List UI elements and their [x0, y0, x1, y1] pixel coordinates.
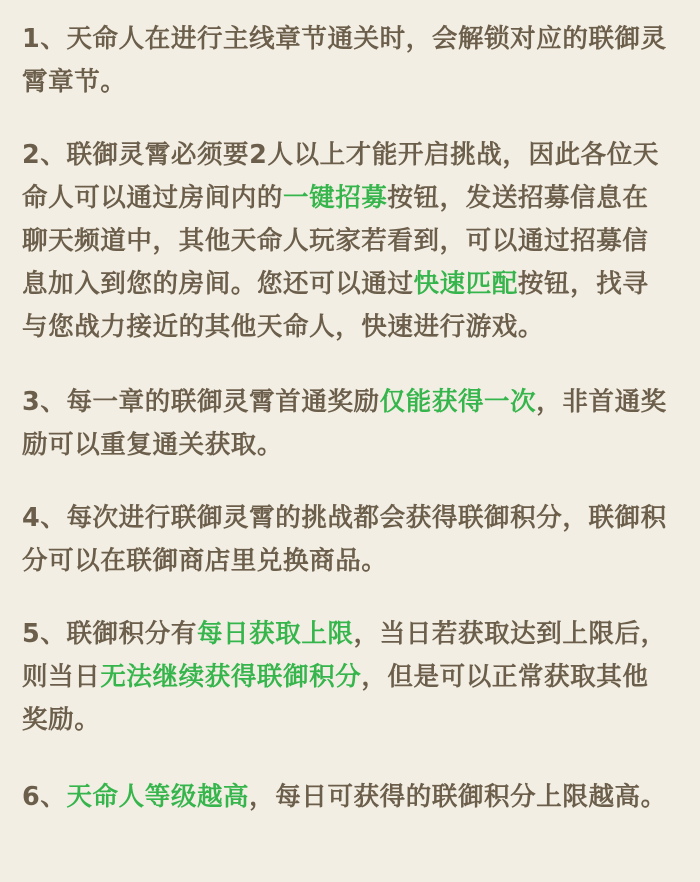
body-text: 3、每一章的联御灵霄首通奖励	[22, 387, 380, 417]
rule-paragraph-4	[22, 497, 674, 583]
highlighted-term: 无法继续获得联御积分	[100, 662, 362, 692]
body-text: 5、联御积分有	[22, 619, 197, 649]
rule-paragraph-2	[22, 134, 674, 349]
rule-paragraph-1	[22, 18, 674, 104]
rules-paragraph-list	[22, 18, 674, 819]
body-text: 1、天命人在进行主线章节通关时，会解锁对应的联御灵霄章节。	[22, 24, 667, 97]
body-text: 按钮，发送招募信息在聊天频道中，其他天命人玩家若看到，可以通过招募信息加入到您的房间。您还可以通过	[22, 183, 649, 299]
highlighted-term: 一键招募	[283, 183, 388, 213]
body-text: 4、每次进行联御灵霄的挑战都会获得联御积分，联御积分可以在联御商店里兑换商品。	[22, 503, 667, 576]
highlighted-term: 天命人等级越高	[66, 782, 250, 812]
rule-paragraph-6	[22, 776, 674, 819]
body-text: 6、	[22, 782, 67, 812]
highlighted-term: 仅能获得一次	[379, 387, 537, 417]
highlighted-term: 快速匹配	[413, 269, 518, 299]
body-text: ，每日可获得的联御积分上限越高。	[249, 782, 667, 812]
rule-paragraph-3	[22, 381, 674, 467]
body-text: ，但是可以正常获取其他奖励。	[22, 662, 649, 735]
body-text: ，当日若获取达到上限后，则当日	[22, 619, 667, 692]
body-text: 按钮，找寻与您战力接近的其他天命人，快速进行游戏。	[22, 269, 649, 342]
body-text: 2、联御灵霄必须要2人以上才能开启挑战，因此各位天命人可以通过房间内的	[22, 140, 659, 213]
rule-paragraph-5	[22, 613, 674, 742]
highlighted-term: 每日获取上限	[196, 619, 354, 649]
body-text: ，非首通奖励可以重复通关获取。	[22, 387, 667, 460]
